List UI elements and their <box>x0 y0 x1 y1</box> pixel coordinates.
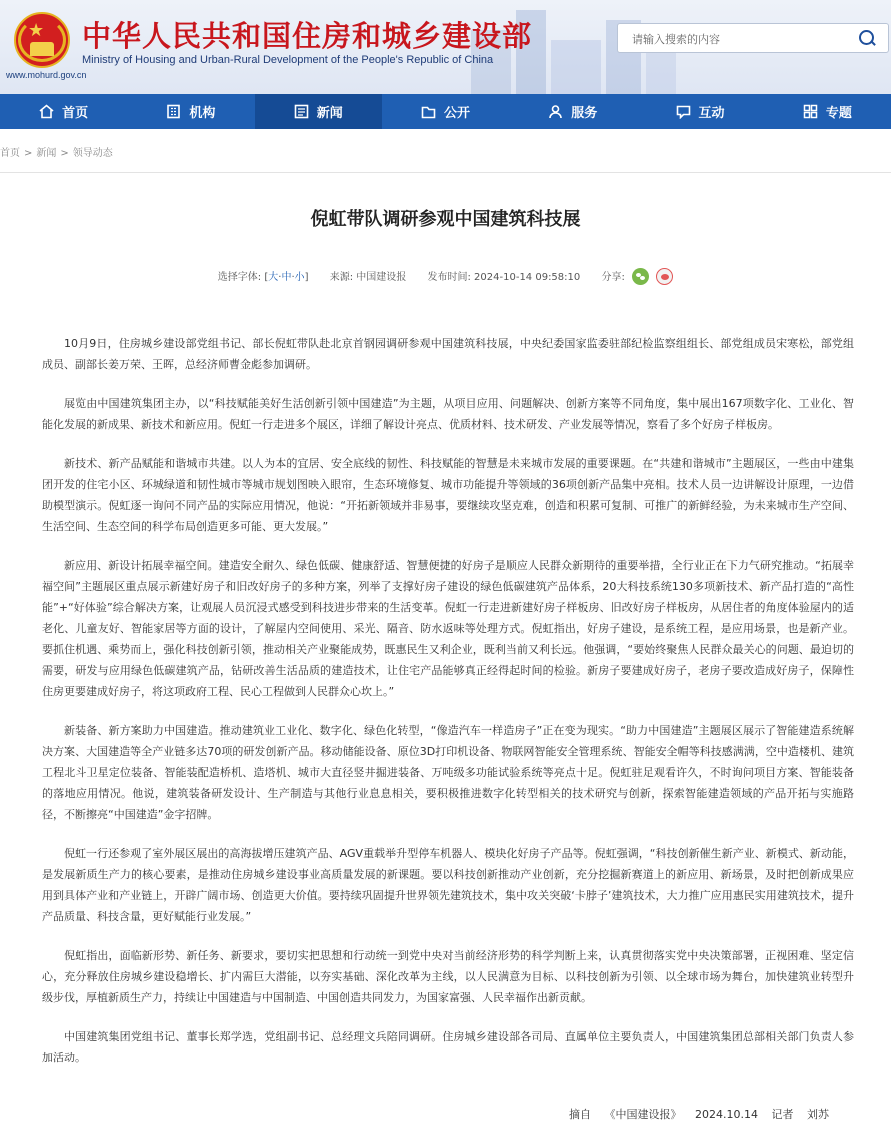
excerpt-label: 摘自 <box>569 1108 592 1121</box>
date-label: 发布时间: <box>427 272 471 283</box>
reporter-label: 记者 <box>771 1108 794 1121</box>
news-icon <box>294 104 309 119</box>
publish-time <box>427 272 583 283</box>
national-emblem-icon[interactable]: ★ <box>14 12 70 68</box>
font-size-small[interactable]: 小 <box>294 272 305 283</box>
building-icon <box>166 104 181 119</box>
site-subtitle: Ministry of Housing and Urban-Rural Development of the People's Republic of China <box>82 54 494 66</box>
search-icon[interactable] <box>858 29 876 47</box>
article-paragraph: 展览由中国建筑集团主办，以“科技赋能美好生活创新引领中国建造”为主题，从项目应用、问题解决、创新方案等不同角度，集中展出167项数字化、工业化、智能化发展的新成果、新技术和新应用。倪虹一行走进多个展区，详细了解设计亮点、优质材料、技术研发、产业发展等情况，察看了多个好房子样板房。 <box>42 397 854 431</box>
date-value: 2024-10-14 09:58:10 <box>474 272 581 283</box>
weibo-share-icon[interactable] <box>656 268 673 285</box>
main-nav <box>0 94 891 129</box>
breadcrumb-separator: > <box>24 148 33 159</box>
breadcrumb-separator: > <box>60 148 69 159</box>
site-title[interactable]: 中华人民共和国住房和城乡建设部 <box>82 19 533 53</box>
article-body <box>42 333 854 1086</box>
service-icon <box>548 104 563 119</box>
article-paragraph: 倪虹指出，面临新形势、新任务、新要求，要切实把思想和行动统一到党中央对当前经济形势的科学判断上来，认真贯彻落实党中央决策部署，正视困难、坚定信心，充分释放住房城乡建设稳增长、扩内需巨大潜能，以夯实基础、深化改革为主线，以人民满意为目标、以科技创新为引领、以全球市场为舞台，加快建筑业转型升级步伐，厚植新质生产力，持续让中国建造与中国制造、中国创造共同发力，为国家富强、人民幸福作出新贡献。 <box>42 949 854 1004</box>
nav-item-news[interactable] <box>255 94 382 129</box>
publication-name: 《中国建设报》 <box>604 1108 682 1121</box>
share-bar <box>601 272 673 283</box>
article-paragraph: 中国建筑集团党组书记、董事长郑学选，党组副书记、总经理文兵陪同调研。住房城乡建设部各司局、直属单位主要负责人，中国建筑集团总部相关部门负责人参加活动。 <box>42 1030 854 1064</box>
article-meta <box>0 268 891 286</box>
wechat-share-icon[interactable] <box>632 268 649 285</box>
folder-icon <box>421 104 436 119</box>
nav-item-topics[interactable] <box>764 94 891 129</box>
home-icon <box>39 104 54 119</box>
chat-icon <box>676 104 691 119</box>
article-paragraph: 10月9日，住房城乡建设部党组书记、部长倪虹带队赴北京首钢园调研参观中国建筑科技展，中央纪委国家监委驻部纪检监察组组长、部党组成员宋寒松，部党组成员、副部长姜万荣、王晖，总经济师曹金彪参加调研。 <box>42 337 854 371</box>
nav-item-institutions[interactable] <box>127 94 254 129</box>
breadcrumb-news-link[interactable]: 新闻 <box>36 148 57 159</box>
search-box <box>617 23 889 53</box>
publication-date: 2024.10.14 <box>695 1108 758 1121</box>
breadcrumb-leader-news-link[interactable]: 领导动态 <box>72 148 113 159</box>
nav-item-services[interactable] <box>509 94 636 129</box>
site-header <box>0 0 891 94</box>
nav-item-public[interactable] <box>382 94 509 129</box>
topic-icon <box>803 104 818 119</box>
nav-item-home[interactable] <box>0 94 127 129</box>
font-size-label: 选择字体: <box>217 272 262 283</box>
nav-label: 互动 <box>698 106 725 121</box>
breadcrumb-home-link[interactable]: 首页 <box>0 148 20 159</box>
source-label: 来源: <box>329 272 354 283</box>
article-attribution <box>559 1106 829 1122</box>
divider <box>0 172 891 173</box>
share-label: 分享: <box>601 272 625 283</box>
article-source <box>330 272 410 283</box>
nav-label: 机构 <box>189 106 216 121</box>
article-title: 倪虹带队调研参观中国建筑科技展 <box>310 209 581 230</box>
article-paragraph: 倪虹一行还参观了室外展区展出的高海拔增压建筑产品、AGV重载举升型停车机器人、模块化好房子产品等。倪虹强调，“科技创新催生新产业、新模式、新动能，是发展新质生产力的核心要素，是推动住房城乡建设事业高质量发展的新课题。要以科技创新推动产业创新，充分挖掘新赛道上的新应用、新场景，及时把创新成果应用到具体产业和产业链上，开辟广阔市场、创造更大价值。要持续巩固提升世界领先建筑技术，集中攻关突破‘卡脖子’建筑技术，大力推广应用惠民实用建筑技术，提升产品质量、科技含量，更好赋能行业发展。” <box>42 847 854 923</box>
font-size-medium[interactable]: 中 <box>281 272 292 283</box>
article-paragraph: 新技术、新产品赋能和谐城市共建。以人为本的宜居、安全底线的韧性、科技赋能的智慧是未来城市发展的重要课题。在“共建和谐城市”主题展区，一些由中建集团开发的住宅小区、环城绿道和韧性城市等城市规划图映入眼帘，生态环境修复、城市功能提升等领域的36项创新产品集中亮相。技术人员一边讲解设计原理，一边借助模型演示。倪虹逐一询问不同产品的实际应用情况，他说：“开拓新领域并非易事，要继续攻坚克难，创造和积累可复制、可推广的新鲜经验，为未来城市生产空间、生活空间、生态空间的科学布局创造更多可能、更大发展。” <box>42 457 854 533</box>
article-paragraph: 新应用、新设计拓展幸福空间。建造安全耐久、绿色低碳、健康舒适、智慧便捷的好房子是顺应人民群众新期待的重要举措，全行业正在下力气研究推动。“拓展幸福空间”主题展区重点展示新建好房子和旧改好房子的多种方案，列举了支撑好房子建设的绿色低碳建筑产品体系，20大科技系统130多项新技术、新产品打造的“高性能”+“好体验”综合解决方案，让观展人员沉浸式感受到科技进步带来的生活变革。倪虹一行走进新建好房子样板房、旧改好房子样板房，从居住者的角度体验屋内的适老化、儿童友好、智能家居等方面的设计，了解屋内空间使用、采光、隔音、防水返味等处理方式。倪虹指出，好房子建设，是系统工程，是应用场景，也是新产业。要抓住机遇、乘势而上，强化科技创新引领，推动相关产业聚能成势，既惠民生又利企业，既利当前又利长远。他强调，“要始终聚焦人民群众最关心的问题、最迫切的需要，研发与应用绿色低碳建筑产品，钻研改善生活品质的建造技术，让住宅产品能够真正经得起时间的检验。新房子要建成好房子，老房子要改造成好房子，保障性住房更要建成好房子，将这项政府工程、民心工程做到人民群众心坎上。” <box>42 559 854 698</box>
site-url: www.mohurd.gov.cn <box>6 70 87 80</box>
breadcrumb <box>0 144 113 159</box>
nav-label: 服务 <box>571 106 598 121</box>
nav-item-interaction[interactable] <box>636 94 763 129</box>
font-size-large[interactable]: 大 <box>268 272 279 283</box>
search-input[interactable] <box>630 29 844 49</box>
font-size-selector: 选择字体: [大·中·小] <box>217 272 312 283</box>
nav-label: 新闻 <box>316 106 343 121</box>
nav-label: 首页 <box>62 106 89 121</box>
article-paragraph: 新装备、新方案助力中国建造。推动建筑业工业化、数字化、绿色化转型，“像造汽车一样造房子”正在变为现实。“助力中国建造”主题展区展示了智能建造系统解决方案、大国建造等全产业链多达70项的研发创新产品。移动储能设备、原位3D打印机设备、物联网智能安全管理系统、智能安全帽等科技感满满，空中造楼机、建筑工程北斗卫星定位装备、智能装配造桥机、造塔机、城市大直径竖井掘进装备、万吨级多功能试验系统等亮点十足。倪虹驻足观看许久，不时询问项目方案、智能装备的落地应用情况。他说，建筑装备研发设计、生产制造与其他行业息息相关，要积极推进数字化转型相关的技术研究与创新，探索智能建造领域的产品开拓与实施路径，不断擦亮“中国建造”金字招牌。 <box>42 724 854 821</box>
nav-label: 公开 <box>443 106 470 121</box>
nav-label: 专题 <box>825 106 852 121</box>
reporter-name: 刘苏 <box>807 1108 829 1121</box>
source-value: 中国建设报 <box>356 272 407 283</box>
